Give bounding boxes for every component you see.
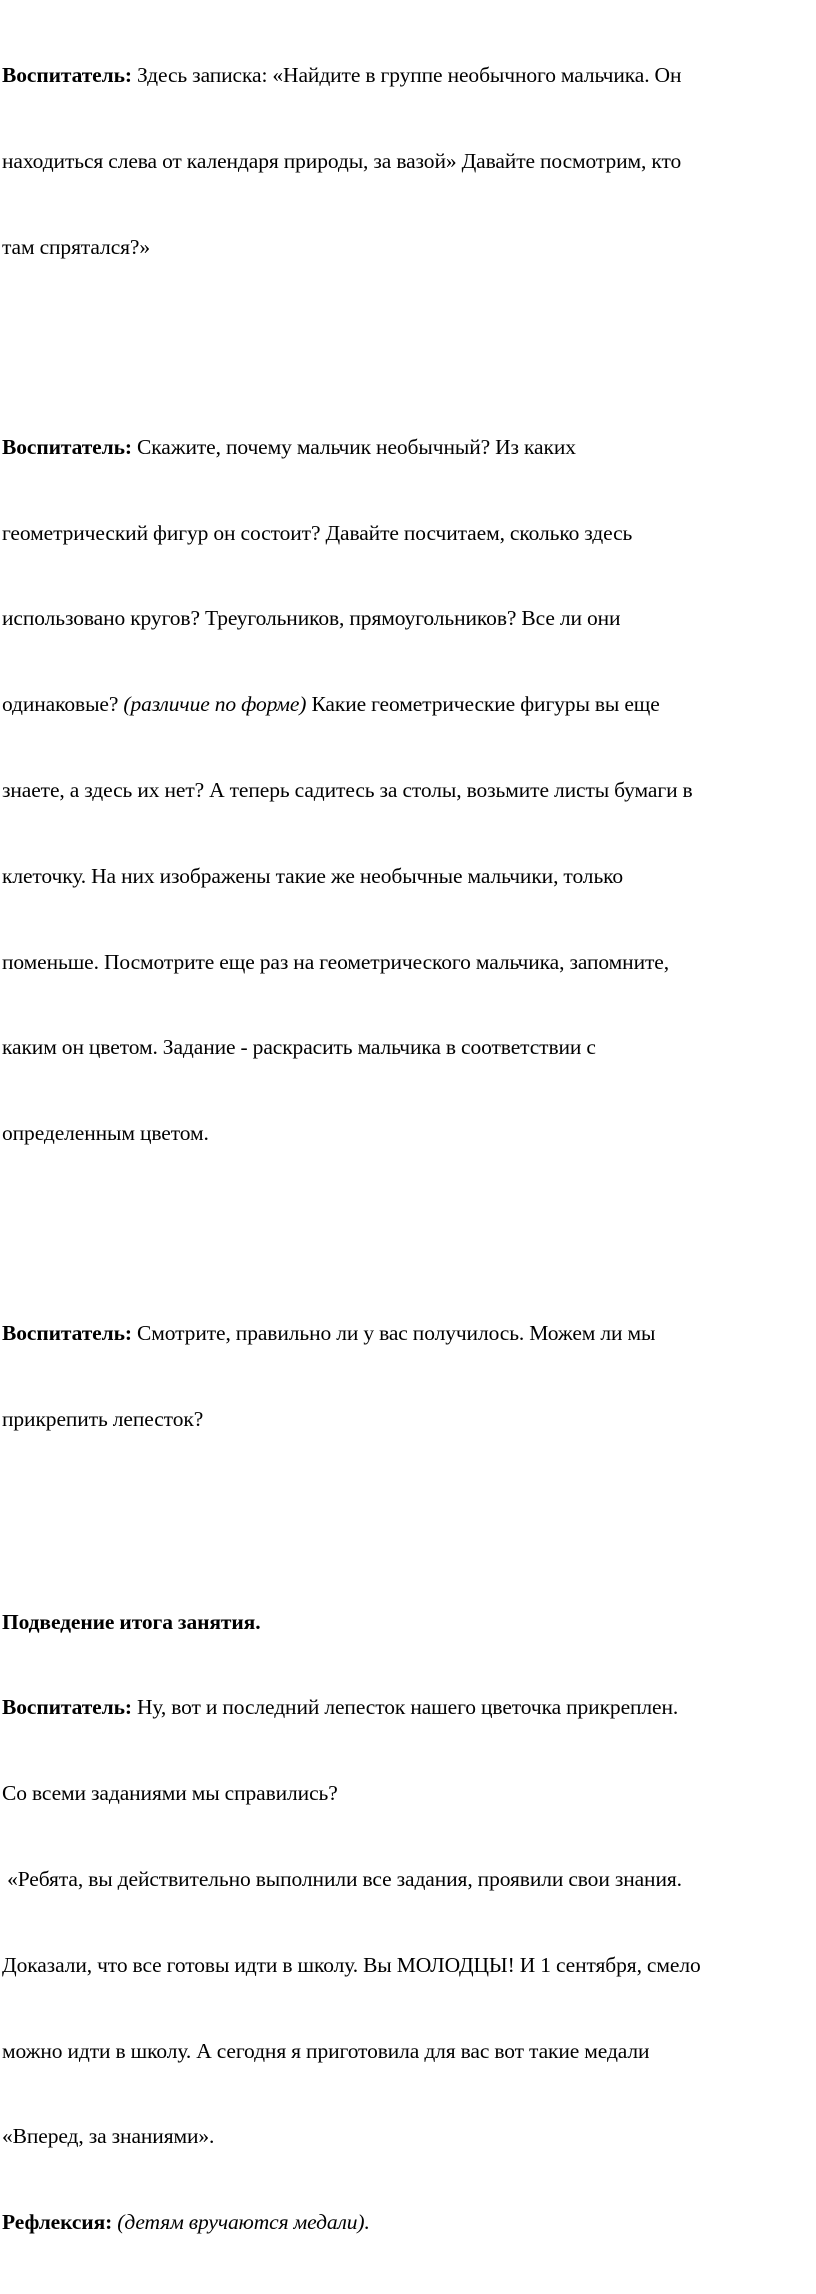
paragraph-1-line-3: там спрятался?» xyxy=(2,234,151,259)
paragraph-gap-2 xyxy=(2,1205,808,1234)
paragraph-3-line-1 xyxy=(2,1319,808,1348)
paragraph-1-line-1-text: Здесь записка: «Найдите в группе необычного мальчика. Он xyxy=(131,63,682,88)
paragraph-2-line-1-text: Скажите, почему мальчик необычный? Из каких xyxy=(131,434,576,459)
speaker-label: Воспитатель: xyxy=(2,434,132,459)
reflection-line xyxy=(2,2208,808,2237)
paragraph-1-line-2: находиться слева от календаря природы, за вазой» Давайте посмотрим, кто xyxy=(2,148,682,173)
paragraph-3 xyxy=(2,1262,808,1491)
paragraph-gap-2b xyxy=(2,1234,808,1263)
paragraph-4-line-2: Со всеми заданиями мы справились? xyxy=(2,1781,338,1806)
paragraph-2 xyxy=(2,376,808,1205)
paragraph-2-line-9: определенным цветом. xyxy=(2,1121,209,1146)
paragraph-3-line-2: прикрепить лепесток? xyxy=(2,1407,204,1432)
paragraph-4 xyxy=(2,1550,808,2293)
paragraph-1-line-1 xyxy=(2,61,808,90)
stage-direction-shape-difference: (различие по форме) xyxy=(123,692,307,717)
speaker-label: Воспитатель: xyxy=(2,1695,132,1720)
speaker-label: Воспитатель: xyxy=(2,1321,132,1346)
paragraph-4-line-5: можно идти в школу. А сегодня я приготовила для вас вот такие медали xyxy=(2,2038,650,2063)
stage-direction-medals: (детям вручаются медали). xyxy=(112,2210,370,2235)
paragraph-2-line-4 xyxy=(2,690,808,719)
speaker-label: Воспитатель: xyxy=(2,63,132,88)
paragraph-gap-3 xyxy=(2,1491,808,1520)
paragraph-2-line-2: геометрический фигур он состоит? Давайте посчитаем, сколько здесь xyxy=(2,520,633,545)
paragraph-1 xyxy=(2,4,808,319)
paragraph-4-line-6: «Вперед, за знаниями». xyxy=(2,2124,215,2149)
paragraph-2-line-4-tail: Какие геометрические фигуры вы еще xyxy=(306,692,660,717)
reflection-label: Рефлексия: xyxy=(2,2210,113,2235)
paragraph-2-line-5: знаете, а здесь их нет? А теперь садитесь за столы, возьмите листы бумаги в xyxy=(2,778,693,803)
paragraph-2-line-3: использовано кругов? Треугольников, прямоугольников? Все ли они xyxy=(2,606,621,631)
paragraph-4-line-1-text: Ну, вот и последний лепесток нашего цветочка прикреплен. xyxy=(131,1695,679,1720)
document-body xyxy=(2,4,808,2294)
section-heading-text: Подведение итога занятия. xyxy=(2,1609,261,1634)
paragraph-2-line-1 xyxy=(2,433,808,462)
paragraph-2-line-7: поменьше. Посмотрите еще раз на геометрического мальчика, запомните, xyxy=(2,949,669,974)
paragraph-3-line-1-text: Смотрите, правильно ли у вас получилось. Можем ли мы xyxy=(131,1321,656,1346)
section-heading xyxy=(2,1608,808,1637)
paragraph-4-line-1 xyxy=(2,1693,808,1722)
paragraph-2-line-4-text: одинаковые? xyxy=(2,692,124,717)
paragraph-4-line-3: «Ребята, вы действительно выполнили все задания, проявили свои знания. xyxy=(2,1867,682,1891)
paragraph-gap-1b xyxy=(2,347,808,376)
paragraph-4-line-4: Доказали, что все готовы идти в школу. Вы МОЛОДЦЫ! И 1 сентября, смело xyxy=(2,1952,701,1977)
paragraph-gap-1 xyxy=(2,319,808,348)
paragraph-2-line-8: каким он цветом. Задание - раскрасить мальчика в соответствии с xyxy=(2,1035,596,1060)
paragraph-gap-3b xyxy=(2,1519,808,1550)
paragraph-2-line-6: клеточку. На них изображены такие же необычные мальчики, только xyxy=(2,863,624,888)
